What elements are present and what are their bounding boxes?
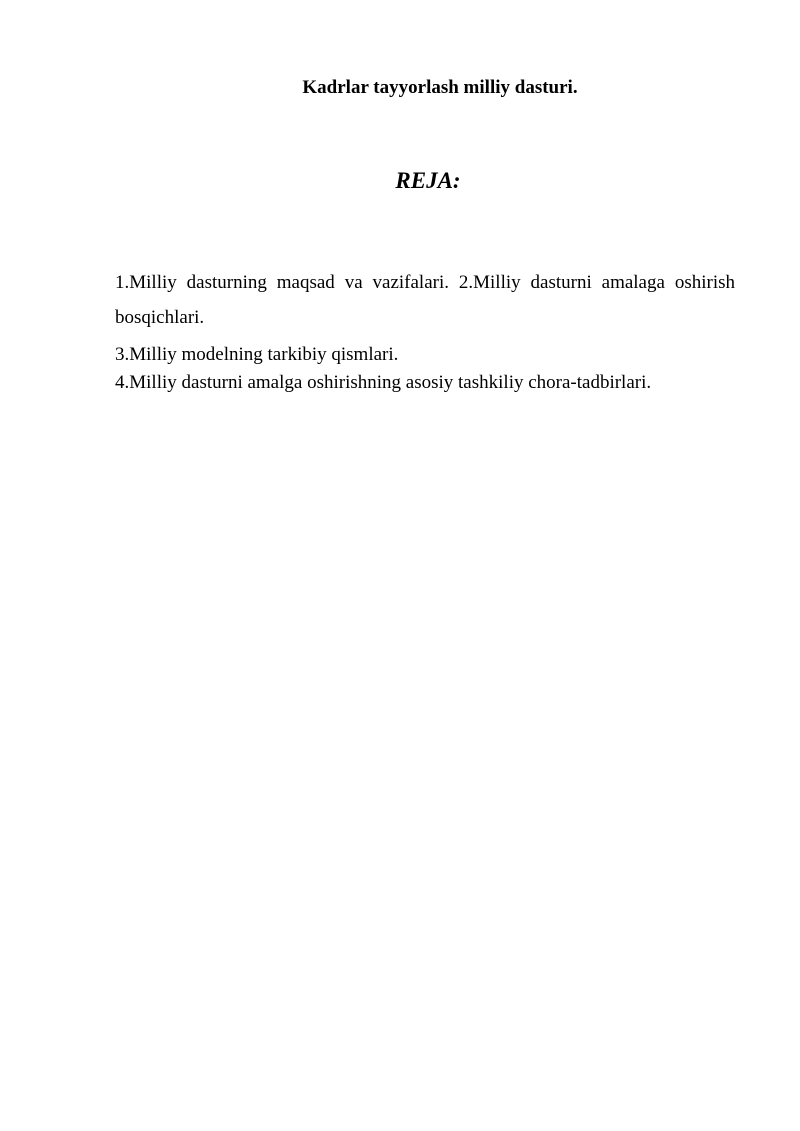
plan-item-1-2: 1.Milliy dasturning maqsad va vazifalari. 2.Milliy dasturni amalaga oshirish bosqichlari.	[115, 272, 735, 328]
plan-item-4: 4.Milliy dasturni amalga oshirishning asosiy tashkiliy chora-tadbirlari.	[115, 372, 652, 393]
plan-heading: REJA:	[395, 168, 461, 193]
plan-item-3: 3.Milliy modelning tarkibiy qismlari.	[115, 344, 399, 365]
document-title: Kadrlar tayyorlash milliy dasturi.	[302, 77, 578, 98]
plan-list	[115, 265, 735, 397]
